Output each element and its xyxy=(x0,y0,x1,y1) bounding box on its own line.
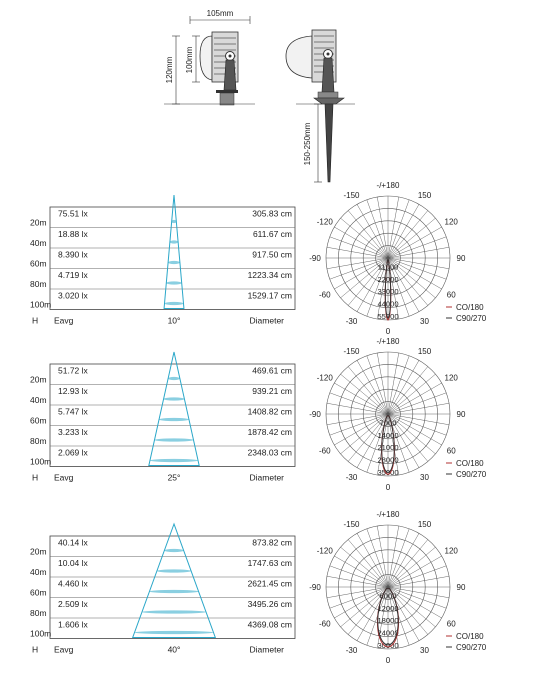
diameter-value: 2348.03 cm xyxy=(247,447,292,458)
eavg-value: 4.719 lx xyxy=(58,269,88,280)
polar-diagram xyxy=(309,337,466,492)
header-eavg: Eavg xyxy=(54,472,74,483)
beam-angle-label: 25° xyxy=(167,472,181,483)
legend-c90-label: C90/270 xyxy=(456,314,487,323)
distance-label: 20m xyxy=(30,217,47,228)
section-1 xyxy=(30,181,487,336)
diameter-value: 611.67 cm xyxy=(252,228,292,239)
eavg-value: 10.04 lx xyxy=(58,557,88,568)
diameter-value: 1223.34 cm xyxy=(247,269,292,280)
polar-ring-value: 11000 xyxy=(377,262,399,272)
polar-ring-value: 44000 xyxy=(377,299,399,309)
diameter-value: 305.83 cm xyxy=(252,208,292,219)
polar-angle-label: -60 xyxy=(318,290,331,300)
polar-angle-label: 0 xyxy=(385,483,391,492)
eavg-value: 2.509 lx xyxy=(58,598,88,609)
beam-spot xyxy=(164,397,185,400)
beam-spot xyxy=(157,569,191,572)
beam-spot xyxy=(154,438,193,441)
distance-label: 20m xyxy=(30,546,47,557)
polar-angle-label: 90 xyxy=(456,583,466,592)
polar-angle-label: -150 xyxy=(343,190,360,200)
beam-spot xyxy=(166,281,181,284)
polar-angle-label: 150 xyxy=(417,190,432,200)
polar-ring-value: 30000 xyxy=(377,641,399,650)
beam-spot xyxy=(168,377,180,380)
polar-angle-label: -/+180 xyxy=(376,510,400,519)
polar-angle-label: -120 xyxy=(316,217,333,227)
polar-ring-value: 55000 xyxy=(377,312,399,321)
legend-c0-label: CO/180 xyxy=(456,459,484,468)
polar-ring-value: 12000 xyxy=(377,603,399,613)
polar-angle-label: -150 xyxy=(343,519,360,529)
eavg-value: 1.606 lx xyxy=(58,619,88,630)
eavg-value: 12.93 lx xyxy=(58,385,88,396)
beam-spot xyxy=(172,220,177,223)
eavg-value: 3.020 lx xyxy=(58,290,88,301)
distance-label: 80m xyxy=(30,607,47,618)
distance-label: 60m xyxy=(30,258,47,269)
polar-diagram xyxy=(309,181,466,336)
polar-angle-label: 60 xyxy=(446,446,456,456)
eavg-value: 5.747 lx xyxy=(58,406,88,417)
diameter-value: 3495.26 cm xyxy=(247,598,292,609)
eavg-value: 51.72 lx xyxy=(58,365,88,376)
lamp-front-view xyxy=(200,32,238,105)
polar-angle-label: 90 xyxy=(456,410,466,419)
product-drawings xyxy=(164,9,355,182)
header-eavg: Eavg xyxy=(54,315,74,326)
polar-ring-value: 33000 xyxy=(377,287,399,297)
polar-ring-value: 18000 xyxy=(377,616,399,626)
legend-c90-label: C90/270 xyxy=(456,643,487,652)
polar-angle-label: -/+180 xyxy=(376,181,400,190)
beam-spot xyxy=(159,418,189,421)
polar-diagram xyxy=(309,510,466,665)
lamp-spike-view xyxy=(286,30,344,182)
distance-label: 40m xyxy=(30,237,47,248)
header-h: H xyxy=(32,472,39,483)
header-diameter: Diameter xyxy=(249,315,284,326)
polar-ring-value: 28000 xyxy=(377,455,399,465)
polar-ring-value: 22000 xyxy=(377,274,399,284)
header-eavg: Eavg xyxy=(54,644,74,655)
diameter-value: 1878.42 cm xyxy=(247,426,292,437)
polar-angle-label: -30 xyxy=(345,473,358,483)
diameter-value: 1747.63 cm xyxy=(247,557,292,568)
eavg-value: 3.233 lx xyxy=(58,426,88,437)
polar-ring-value: 24000 xyxy=(377,628,399,638)
polar-ring-value: 6000 xyxy=(379,591,397,601)
distance-label: 100m xyxy=(30,628,52,639)
polar-angle-label: -30 xyxy=(345,317,358,327)
beam-cone xyxy=(164,195,184,309)
polar-angle-label: -60 xyxy=(318,619,331,629)
beam-angle-label: 10° xyxy=(167,315,181,326)
beam-spot xyxy=(165,302,184,305)
dim-width: 105mm xyxy=(206,9,234,18)
diameter-value: 917.50 cm xyxy=(252,249,292,260)
diameter-value: 939.21 cm xyxy=(252,385,292,396)
beam-cone xyxy=(149,352,199,466)
polar-angle-label: -120 xyxy=(316,546,333,556)
header-h: H xyxy=(32,644,39,655)
polar-angle-label: 30 xyxy=(420,473,429,483)
diameter-value: 469.61 cm xyxy=(252,365,292,376)
polar-angle-label: 30 xyxy=(420,646,429,656)
polar-angle-label: 150 xyxy=(417,519,432,529)
polar-angle-label: 120 xyxy=(444,217,458,227)
polar-ring-value: 14000 xyxy=(377,430,399,440)
polar-angle-label: 30 xyxy=(420,317,429,327)
header-h: H xyxy=(32,315,39,326)
distance-label: 40m xyxy=(30,394,47,405)
distance-label: 40m xyxy=(30,566,47,577)
polar-angle-label: -60 xyxy=(318,446,331,456)
diameter-value: 2621.45 cm xyxy=(247,578,292,589)
distance-label: 100m xyxy=(30,299,52,310)
polar-angle-label: -90 xyxy=(309,254,321,263)
polar-angle-label: 0 xyxy=(385,327,391,336)
polar-angle-label: -/+180 xyxy=(376,337,400,346)
beam-spot xyxy=(142,610,206,613)
polar-angle-label: 60 xyxy=(446,290,456,300)
diameter-value: 873.82 cm xyxy=(252,537,292,548)
legend-c0-label: CO/180 xyxy=(456,632,484,641)
beam-spot xyxy=(164,549,183,552)
beam-cone xyxy=(133,524,216,638)
header-diameter: Diameter xyxy=(249,644,284,655)
legend-c90-label: C90/270 xyxy=(456,470,487,479)
distance-label: 60m xyxy=(30,587,47,598)
eavg-value: 18.88 lx xyxy=(58,228,88,239)
section-2 xyxy=(30,337,487,492)
distance-label: 80m xyxy=(30,278,47,289)
photometric-sections xyxy=(30,181,487,665)
beam-spot xyxy=(170,240,178,243)
beam-spot xyxy=(150,459,198,462)
polar-angle-label: -30 xyxy=(345,646,358,656)
polar-angle-label: -120 xyxy=(316,373,333,383)
polar-angle-label: 120 xyxy=(444,546,458,556)
dim-height-total: 120mm xyxy=(165,56,174,84)
eavg-value: 2.069 lx xyxy=(58,447,88,458)
distance-label: 100m xyxy=(30,456,52,467)
polar-angle-label: 120 xyxy=(444,373,458,383)
diameter-value: 4369.08 cm xyxy=(247,619,292,630)
polar-angle-label: 150 xyxy=(417,346,432,356)
polar-ring-value: 21000 xyxy=(377,443,399,453)
polar-angle-label: -90 xyxy=(309,410,321,419)
eavg-value: 4.460 lx xyxy=(58,578,88,589)
diameter-value: 1408.82 cm xyxy=(247,406,292,417)
polar-angle-label: -150 xyxy=(343,346,360,356)
beam-spot xyxy=(135,631,214,634)
polar-ring-value: 35000 xyxy=(377,468,399,477)
distance-label: 60m xyxy=(30,415,47,426)
eavg-value: 8.390 lx xyxy=(58,249,88,260)
polar-angle-label: 0 xyxy=(385,656,391,665)
beam-angle-label: 40° xyxy=(167,644,181,655)
diameter-value: 1529.17 cm xyxy=(247,290,292,301)
distance-label: 20m xyxy=(30,374,47,385)
polar-angle-label: 60 xyxy=(446,619,456,629)
legend-c0-label: CO/180 xyxy=(456,303,484,312)
beam-spot xyxy=(168,261,180,264)
dim-spike: 150-250mm xyxy=(303,122,312,166)
dim-height-body: 100mm xyxy=(185,46,194,74)
polar-angle-label: 90 xyxy=(456,254,466,263)
eavg-value: 75.51 lx xyxy=(58,208,88,219)
distance-label: 80m xyxy=(30,435,47,446)
eavg-value: 40.14 lx xyxy=(58,537,88,548)
section-3 xyxy=(30,510,487,665)
beam-spot xyxy=(149,590,198,593)
polar-angle-label: -90 xyxy=(309,583,321,592)
polar-ring-value: 7000 xyxy=(379,418,397,428)
header-diameter: Diameter xyxy=(249,472,284,483)
